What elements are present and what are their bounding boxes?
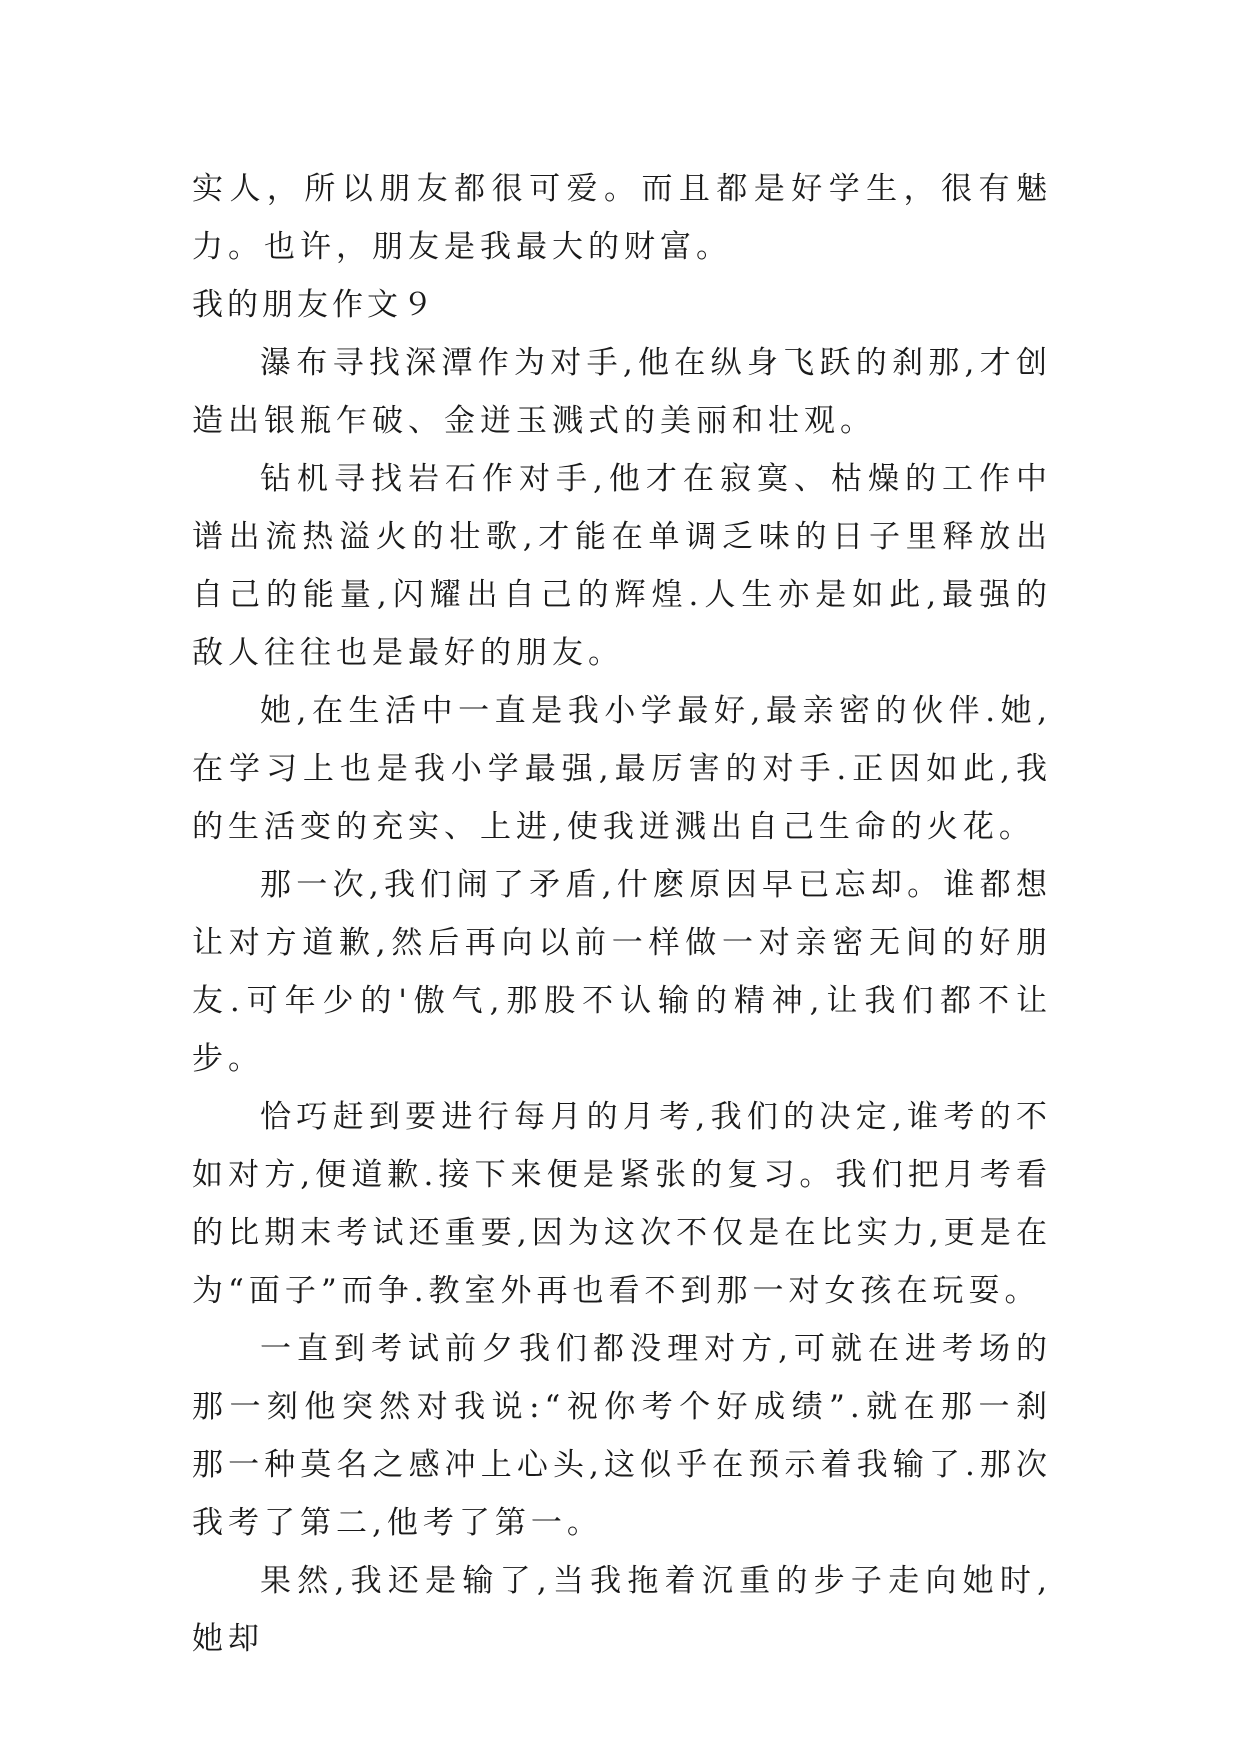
body-paragraph: 钻机寻找岩石作对手,他才在寂寞、枯燥的工作中谱出流热溢火的壮歌,才能在单调乏味的日子里释放出自己的能量,闪耀出自己的辉煌.人生亦是如此,最强的敌人往往也是最好的朋友。 <box>192 461 1052 671</box>
body-paragraph: 瀑布寻找深潭作为对手,他在纵身飞跃的刹那,才创造出银瓶乍破、金迸玉溅式的美丽和壮观。 <box>192 345 1052 439</box>
essay-heading: 我的朋友作文９ <box>192 287 437 323</box>
body-paragraph: 她,在生活中一直是我小学最好,最亲密的伙伴.她,在学习上也是我小学最强,最厉害的对手.正因如此,我的生活变的充实、上进,使我迸溅出自己生命的火花。 <box>192 693 1052 845</box>
body-paragraph: 恰巧赶到要进行每月的月考,我们的决定,谁考的不如对方,便道歉.接下来便是紧张的复习。我们把月考看的比期末考试还重要,因为这次不仅是在比实力,更是在为“面子”而争.教室外再也看不到那一对女孩在玩耍。 <box>192 1099 1052 1309</box>
body-paragraph: 果然,我还是输了,当我拖着沉重的步子走向她时,她却 <box>192 1563 1052 1657</box>
body-paragraph: 一直到考试前夕我们都没理对方,可就在进考场的那一刻他突然对我说:“祝你考个好成绩”.就在那一刹那一种莫名之感冲上心头,这似乎在预示着我输了.那次我考了第二,他考了第一。 <box>192 1331 1052 1541</box>
intro-paragraph: 实人，所以朋友都很可爱。而且都是好学生，很有魅力。也许，朋友是我最大的财富。 <box>192 171 1052 265</box>
body-paragraph: 那一次,我们闹了矛盾,什麽原因早已忘却。谁都想让对方道歉,然后再向以前一样做一对亲密无间的好朋友.可年少的'傲气,那股不认输的精神,让我们都不让步。 <box>192 867 1052 1077</box>
document-body <box>192 160 1052 1668</box>
